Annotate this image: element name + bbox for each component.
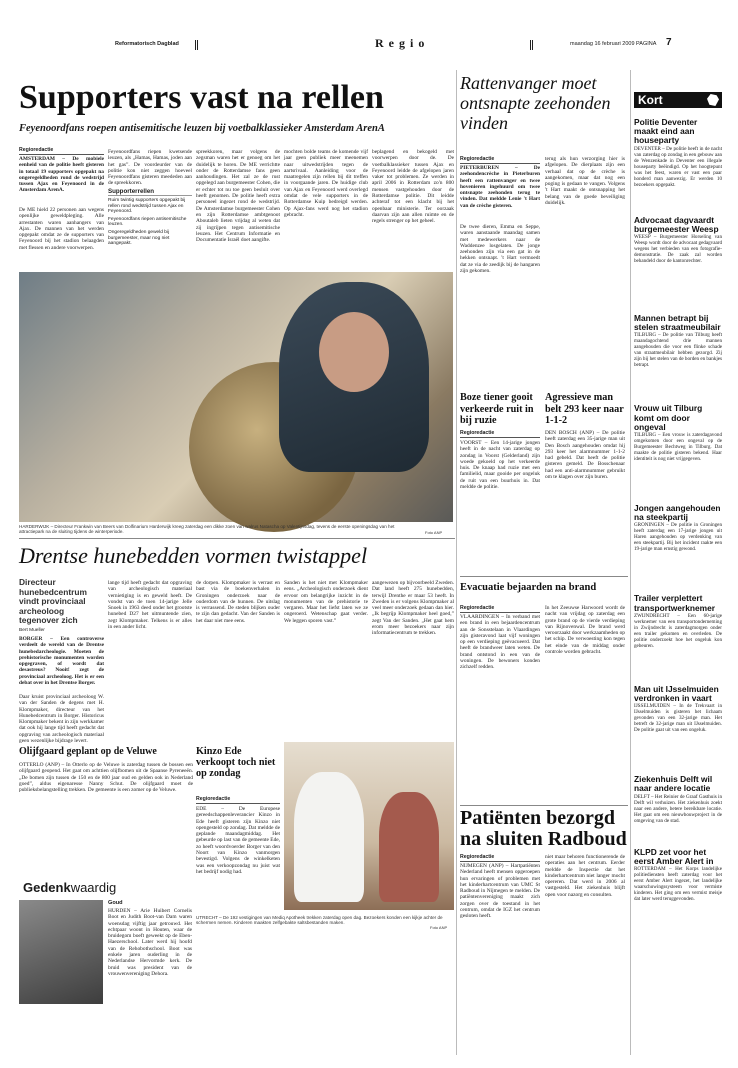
kort-item-title: Mannen betrapt bij stelen straatmeubilair xyxy=(634,313,721,333)
kort-item xyxy=(634,216,722,310)
fact-item: Ongeregeldheden geweld bij burgemeester, maar nog niet aangepakt. xyxy=(108,229,170,247)
lead-body-4: mochten bolde teams de komende vijf jaar geen publiek meer meenemen naar uitwedstrijden tegen de aartsrivaal. Aanleiding voor de maatregelen zijn rellen bij dit treffen in voorgaande jaren. De huidige club van Ajax en Feyenoord werd overlegd omdat de vele supporters in de Rotterdamse Kuip bedreigd werden. Op Ajax-fans werd nog het stadion gebracht. xyxy=(284,149,368,218)
date-line: maandag 16 februari 2009 PAGINA xyxy=(570,41,657,47)
patient-byline: Regioredactie xyxy=(460,854,540,862)
facts-title: Supporterrellen xyxy=(108,188,192,196)
agressief-body: DEN BOSCH (ANP) – De politie heeft zaterdag een 35-jarige man uit Den Bosch aangehouden omdat hij 293 keer het alarmnummer 1-1-2 had gebeld. Dat heeft de politie gisteren gemeld. De Bosschenaar had een anti-alarmnummer gebruikt om te klagen over zijn buren. xyxy=(545,430,625,481)
evac-headline: Evacuatie bejaarden na brand xyxy=(460,582,597,593)
kort-item-body: ZWIJNDRECHT – Een 60-jarige werknemer van een transportonderneming in Zwijndrecht is zaterdagmorgen onder een trailer gekomen en overleden. De politie onderzoekt hoe het ongeluk kon gebeuren. xyxy=(634,612,722,649)
patient-headline: Patiënten bezorgd na sluiten Radboud xyxy=(460,807,627,850)
photo2-caption: UTRECHT – De 192 vestigingen van Mediq Apotheek trekken zaterdag open dag. Bezoekers konden een kijkje achter de schermen nemen. Kinderen maakten zelfgebakte saltsbestanden maken. xyxy=(196,915,443,926)
header-divider-right xyxy=(530,40,533,50)
kort-item-body: GRONINGEN – De politie in Groningen heeft zaterdag een 17-jarige jongen uit Haren aangehouden op verdenking van een steekpartij. Bij het incident raakte een 19-jarige man ernstig gewond. xyxy=(634,522,722,553)
seal-body-1: De twee dieren, Emma en Seppe, waren aanstaande maandag samen met medewerkers naar de Waddenzee losgelaten. De jonge zeehonden zijn via een gat in de hekken ontsnapt. 't Hart vermoedt dat ze via de zeedijk bij de hangaren zijn gekomen. xyxy=(460,224,540,275)
photo2-credit: Foto ANP xyxy=(430,925,448,930)
hunebed-intro: BORGER – Een controverse verdeelt de wereld van de Drentse hunebedarcheologie. Moeten de prehistorische monumenten worden opgegraven, of wordt dat desastreus? Nooit! zegt de provinciaal archeoloog. Het is er een debat over in het Drentse Borger. xyxy=(19,636,104,687)
kort-item-body: DEVENTER – De politie heeft in de nacht van zaterdag op zondag in een gebouw aan de Wenzenkade in Deventer een illegale houseparty beëindigd. Op het hoogtepunt was het feest, waren er vast een paar honderd man aanwezig. Er werden 10 bezoekers opgepakt. xyxy=(634,145,722,188)
fact-item: Ruim twintig supporters opgepakt bij rellen rond wedstrijd tussen Ajax en Feyenoord. xyxy=(108,198,186,215)
section-rule xyxy=(460,576,628,577)
kort-item-title: Vrouw uit Tilburg komt om door ongeval xyxy=(634,403,703,432)
section-rule xyxy=(19,538,455,539)
kort-title: Kort xyxy=(638,93,663,107)
gedenk-body: HURDEN – Arie Huibert Cornelis Boot en Judith Boot-van Dam waren woensdag vijftig jaar getrouwd. Het echtpaar woont in Houten, waar de bruidegom boeft geweekt op de Eben-Haezerschool. Later werd hij hoofd van de Rehobothschool. Boot was enkele jaren ouderling in de Nederlandse Hervormde kerk. De bruid was president van de vrouwenvereniging Dehora. xyxy=(108,908,192,977)
hunebed-headline: Drentse hunebedden vormen twistappel xyxy=(19,543,368,568)
kort-item-body: WEESP – Burgemeester Horseling van Weesp wordt door de advocaat gedagvaard wegens het verbieden van een fotografie-demonstratie. De zaak zal worden behandeld door de kantonrechter. xyxy=(634,234,722,265)
kort-item-title: Advocaat dagvaardt burgemeester Weesp xyxy=(634,214,719,234)
photo1-credit: Foto ANP xyxy=(425,530,443,535)
lead-body-1: De ME hield 22 personen aan wegens openlijke geweldpleging. Alle arrestanten waren aanhangers van Ajax. De mannen van het werden opgepakt omdat ze de supporters van Feyenoord bij het stadion belaagden met flessen en andere voorwerpen. xyxy=(19,207,104,251)
kort-item xyxy=(634,594,722,680)
column-rule xyxy=(456,70,457,1055)
section-name: R e g i o xyxy=(375,36,426,50)
kort-item xyxy=(634,685,722,771)
kort-title-bar xyxy=(634,92,722,108)
facts-box xyxy=(108,188,192,260)
seal-intro: PIETERBUREN – De zeehondencrèche in Pieterburen heeft een rattenvanger en twee hovenieren ingehuurd om twee ontsnapte zeehonden terug te vinden. Dat meldde Lenie 't Hart van de crèche gisteren. xyxy=(460,165,540,209)
masthead xyxy=(115,35,675,57)
kort-item-body: TILBURG – Een vrouw is zaterdagavond omgekomen door een ongeval op de Burgemeester Bechtweg in Tilburg. Dat maakte de politie gisteren bekend. Haar identiteit is nog niet vrijgegeven. xyxy=(634,432,722,463)
boze-byline: Regioredactie xyxy=(460,430,540,438)
kinzo-headline: Kinzo Ede verkoopt toch niet op zondag xyxy=(196,746,276,780)
lead-headline: Supporters vast na rellen xyxy=(19,79,384,116)
kort-item-body: DELFT – Het Reinier de Graaf Gasthuis in Delft wil verhuizen. Het ziekenhuis zoekt naar een andere, betere bereikbare locatie. Het gaat om een nieuwbouwproject in de omgeving van de stad. xyxy=(634,793,722,824)
kort-item xyxy=(634,775,722,843)
netherlands-map-icon xyxy=(707,94,719,106)
fact-item: Feyenoordfans riepen antisemitische leuzen. xyxy=(108,216,187,228)
olijf-body: OTTERLO (ANP) – In Otterlo op de Veluwe is zaterdag tussen de bossen een olijfgaard geopend. Het gaat om achttien olijfbomen uit de Spaanse Pyreneeën. „De bomen zijn tussen de 150 en de 800 jaar oud en gelden ook in Nederland goed”, aldus eigenaresse Nanny Schut. De olijfgaard moet de publieksbelangstelling trekken. De gemeente is een zomer op de Veluwe. xyxy=(19,762,193,794)
kort-item xyxy=(634,404,722,500)
kort-item xyxy=(634,314,722,400)
kinzo-body: EDE – De Europese gereedschappenleverancier Kinzo in Ede heeft gisteren zijn Kinzo niet opengesteld op zondag. Dat meldde de geplande maandagmiddag. Het gebeurde op last van de gemeente Ede, zo heeft woordvoerder Borger van den Noort van Kinzo vanmorgen bevestigd. Volgens de winkelketen was een verkoopzondag nu juist wat het bedrijf nodig had. xyxy=(196,806,280,875)
hunebed-body-4: Sanden is het niet met Klompmaker eens. „Archeologisch onderzoek dient ervoor om belangrijke inzicht in de monumenten van de prehistorie te vergaren. Maar het liefst laten we ze ongeroerd. Wetenschap gaat verder. We leggen sporen vast.” xyxy=(284,580,368,624)
hunebed-body-1: Daar kruist provinciaal archeoloog W. van der Sanden de degens met H. Klompmaker, directeur van het Hunebedcentrum in Borger. Historicus Klompmaker bekent in zijn werkkamer dat ook hij lange tijd heeft gedacht dat opgraving van archeologisch materiaal geen wezenlijke bijdrage levert. xyxy=(19,694,104,745)
gedenk-photo xyxy=(19,900,103,1004)
kort-item-title: Man uit IJsselmuiden verdronken in vaart xyxy=(634,683,719,704)
gedenk-title xyxy=(23,880,116,895)
seal-headline: Rattenvanger moet ontsnapte zeehonden vinden xyxy=(460,73,611,133)
kinzo-byline: Regioredactie xyxy=(196,796,280,804)
evac-body-1: VLAARDINGEN – In verband met een brand in een bejaardencentrum aan de Sonsstelaan in Vlaardingen zijn gisteravond laat vijf woningen op een verdieping geëvacueerd. Dat heeft de brandweer laten weten. De brand ontstond in een van de woningen. De bewoners konden zichzelf redden. xyxy=(460,614,540,671)
boze-body: VOORST – Een 14-jarige jongen heeft in de nacht van zaterdag op zondag in Voorst (Gelderland) zijn woede gekoeld op het verkeerde huis. De knaap had ruzie met een familielid, maar gooide per ongeluk de ruit van een buurhuis in. Dat meldde de politie. xyxy=(460,440,540,491)
patient-body-1: NIJMEGEN (ANP) – Hartpatiënten Nederland heeft mensen opgeroepen hun ervaringen of problemen met het kinderhartcentrum van UMC St Radboud in Nijmegen te melden. De patiëntenvereniging maakt zich zorgen over de toestand in het centrum, omdat de IGZ het centrum gesloten heeft. xyxy=(460,863,540,920)
kort-item-title: KLPD zet voor het eerst Amber Alert in xyxy=(634,846,714,866)
lead-body-2: Feyenoordfans riepen kwetsende leuzen, als „Hamas, Hamas, joden aan het gas”. De voordeurder van de politie kon niet zeggen hoeveel Feyenoordfans gisteren meededen aan de spreekkoren. xyxy=(108,149,192,187)
lead-subtitle: Feyenoordfans roepen antisemitische leuzen bij voetbalklassieker Amsterdam ArenA xyxy=(19,123,385,134)
seal-byline: Regioredactie xyxy=(460,156,540,164)
gedenk-name: Goud xyxy=(108,900,123,906)
pharmacist-shape xyxy=(294,772,364,902)
hunebed-body-5: aangewezen op bijvoorbeeld Zweden. Dat land heeft 275 hunebedden, terwijl Drenthe er maar 53 heeft. In Zweden is er volgens Klompmaker al veel meer onderzoek gedaan dan hier. „Ik begrijp Klompmaker heel goed,” zegt Van der Sanden. „Het gaat hem erom meer bezoekers naar zijn informatiecentrum te trekken. xyxy=(372,580,454,637)
hunebed-byline: Bert Mueller xyxy=(19,628,45,633)
hunebed-body-3: de dorpen. Klompmaker is verrast en bast via de boekenverhalen in Groningen onderzoek naar de ouderdom van de hunnen. De uitslag is verrassend. De steden blijken ouder te zijn dan gedacht. Van der Sanden is het daar niet mee eens. xyxy=(196,580,280,624)
child-shape xyxy=(379,792,439,902)
page-number: 7 xyxy=(666,37,672,48)
kort-item xyxy=(634,118,722,212)
gedenk-box xyxy=(19,878,195,1058)
lead-body-5: beplagend en bekogeld met voorwerpen door de. De voetbalklassieker tussen Ajax en Feyenoord leidde de afgelopen jaren vaker tot problemen. Ze werden in april 2006 in Rotterdam zo'n 800 mensen vastgehouden door de Rotterdamse politie. Dit leidde achteraf tot een klacht bij het openbaar ministerie. Ter oorzaak daarvan zijn aan allen ruimte en de regels strenger op het geheel. xyxy=(372,149,454,225)
section-rule xyxy=(460,805,628,806)
kort-item xyxy=(634,504,722,590)
seal-body-2: terug als hun verzorging hier is afgelopen. De dierplaats zijn een verhaal dat op de crèche is aangekomen, maar dat nog een poging is gedaan te vangen. Volgens 't Hart maakt de ontsnapping het belang van de goede beveiliging duidelijk. xyxy=(545,156,625,207)
lead-intro: AMSTERDAM – De mobiele eenheid van de politie heeft gisteren in totaal 19 supporters opgepakt na ongeregeldheden rond de wedstrijd tussen Ajax en Feyenoord in de Amsterdam ArenA. xyxy=(19,156,104,194)
lead-byline: Regioredactie xyxy=(19,147,104,155)
header-divider-left xyxy=(195,40,198,50)
kort-item-body: IJSSELMUIDEN – In de Trekvaart in IJsselmuiden is gisteren het lichaam gevonden van een 32-jarige man. Het betreft de 32-jarige man uit IJsselmuiden. De politie gaat uit van een ongeluk. xyxy=(634,703,722,734)
kort-item xyxy=(634,848,722,936)
person-head xyxy=(319,312,389,392)
agressief-headline: Agressieve man belt 293 keer naar 1-1-2 xyxy=(545,392,624,426)
hunebed-body-2: lange tijd heeft gedacht dat opgraving van archeologisch materiaal vernietiging is en geweld heeft. De vondst van de toen 14-jarige Jelle Snoek in 1963 deed onder het grootste hunebed D27 het uitmuntende zien, zegt Klompmaker. Telkens is er alles in een ander licht. xyxy=(108,580,192,631)
patient-body-2: niet maar behoren functionerende de operaties aan het centrum. Eerder meldde de Inspectie dat het kinderhartcentrum niet langer mocht opereren. Dat werd in 2006 al vastgesteld. Het ziekenhuis blijft open voor nazorg en consulten. xyxy=(545,854,625,898)
apotheek-photo xyxy=(284,742,454,910)
kort-item-body: ROTTERDAM – Het Korps landelijke politiediensten heeft zaterdag voor het eerst Amber Alert ingezet, het landelijke waarschuwingssysteem voor vermiste kinderen. Het ging om een vermist meisje dat later werd teruggevonden. xyxy=(634,866,722,903)
hunebed-subtitle: Directeur hunebedcentrum vindt provinciaal archeoloog tegenover zich xyxy=(19,577,87,626)
kort-item-body: TILBURG – De politie van Tilburg heeft maandagochtend drie mannen aangehouden die voor een flinke schade van straatmeubilair hebben gezorgd. Zij zijn bij het stelen van de borden en bankjes betrapt. xyxy=(634,332,722,369)
kort-item-title: Jongen aangehouden na steekpartij xyxy=(634,503,721,523)
kort-item-title: Trailer verplettert transportwerknemer xyxy=(634,593,715,613)
evac-body-2: In het Zeeuwse Harwoord wordt de nacht van vrijdag op zaterdag een grote brand op de vierde verdieping van Rijnovenwal. De brand werd veroorzaakt door werkzaamheden op het schip. De verwoesting kon tegen het einde van de middag onder controle worden gebracht. xyxy=(545,605,625,656)
kort-item-title: Politie Deventer maakt eind aan houseparty xyxy=(634,117,698,146)
olijf-headline: Olijfgaard geplant op de Veluwe xyxy=(19,746,157,757)
photo1-caption: HARDERWIJK – Directeur Frankwin van Beers van Dolfinarium Harderwijk kreeg zaterdag een dikke zoen van walrus Natascha op Valentijnsdag, tevens de eerste openingsdag van het attractiepark na de sluiting tijdens de winterperiode. xyxy=(19,524,395,535)
gedenk-title-1: Gedenk xyxy=(23,880,71,895)
paper-name: Reformatorisch Dagblad xyxy=(115,41,179,47)
kort-item-title: Ziekenhuis Delft wil naar andere locatie xyxy=(634,774,713,794)
boze-headline: Boze tiener gooit verkeerde ruit in bij ruzie xyxy=(460,392,534,426)
column-rule xyxy=(630,70,631,1055)
walrus-photo xyxy=(19,272,453,522)
gedenk-title-2: waardig xyxy=(70,880,117,895)
evac-byline: Regioredactie xyxy=(460,605,540,613)
kort-sidebar xyxy=(634,92,722,1052)
lead-body-3: spreekkoren, maar volgens de zegsman waren het er genoeg om het duidelijk te horen. De ME verrichtte onder de Rotterdamse fans geen aanhoudingen. Het zal ze de rust opgelegd aan burgemeester Cohen, die er echter tot nu toe geen besluit over heeft genomen. De politie heeft extra personeel ingezet rond de wedstrijd. De Amsterdamse burgemeester Cohen en zijn Rotterdamse ambtgenoot Aboutaleb lieten vrijdag al weten dat zij ingrijpen tegen antisemitische leuzen. Het Centrum Informatie en Documentatie Israël doet aangifte. xyxy=(196,149,280,244)
